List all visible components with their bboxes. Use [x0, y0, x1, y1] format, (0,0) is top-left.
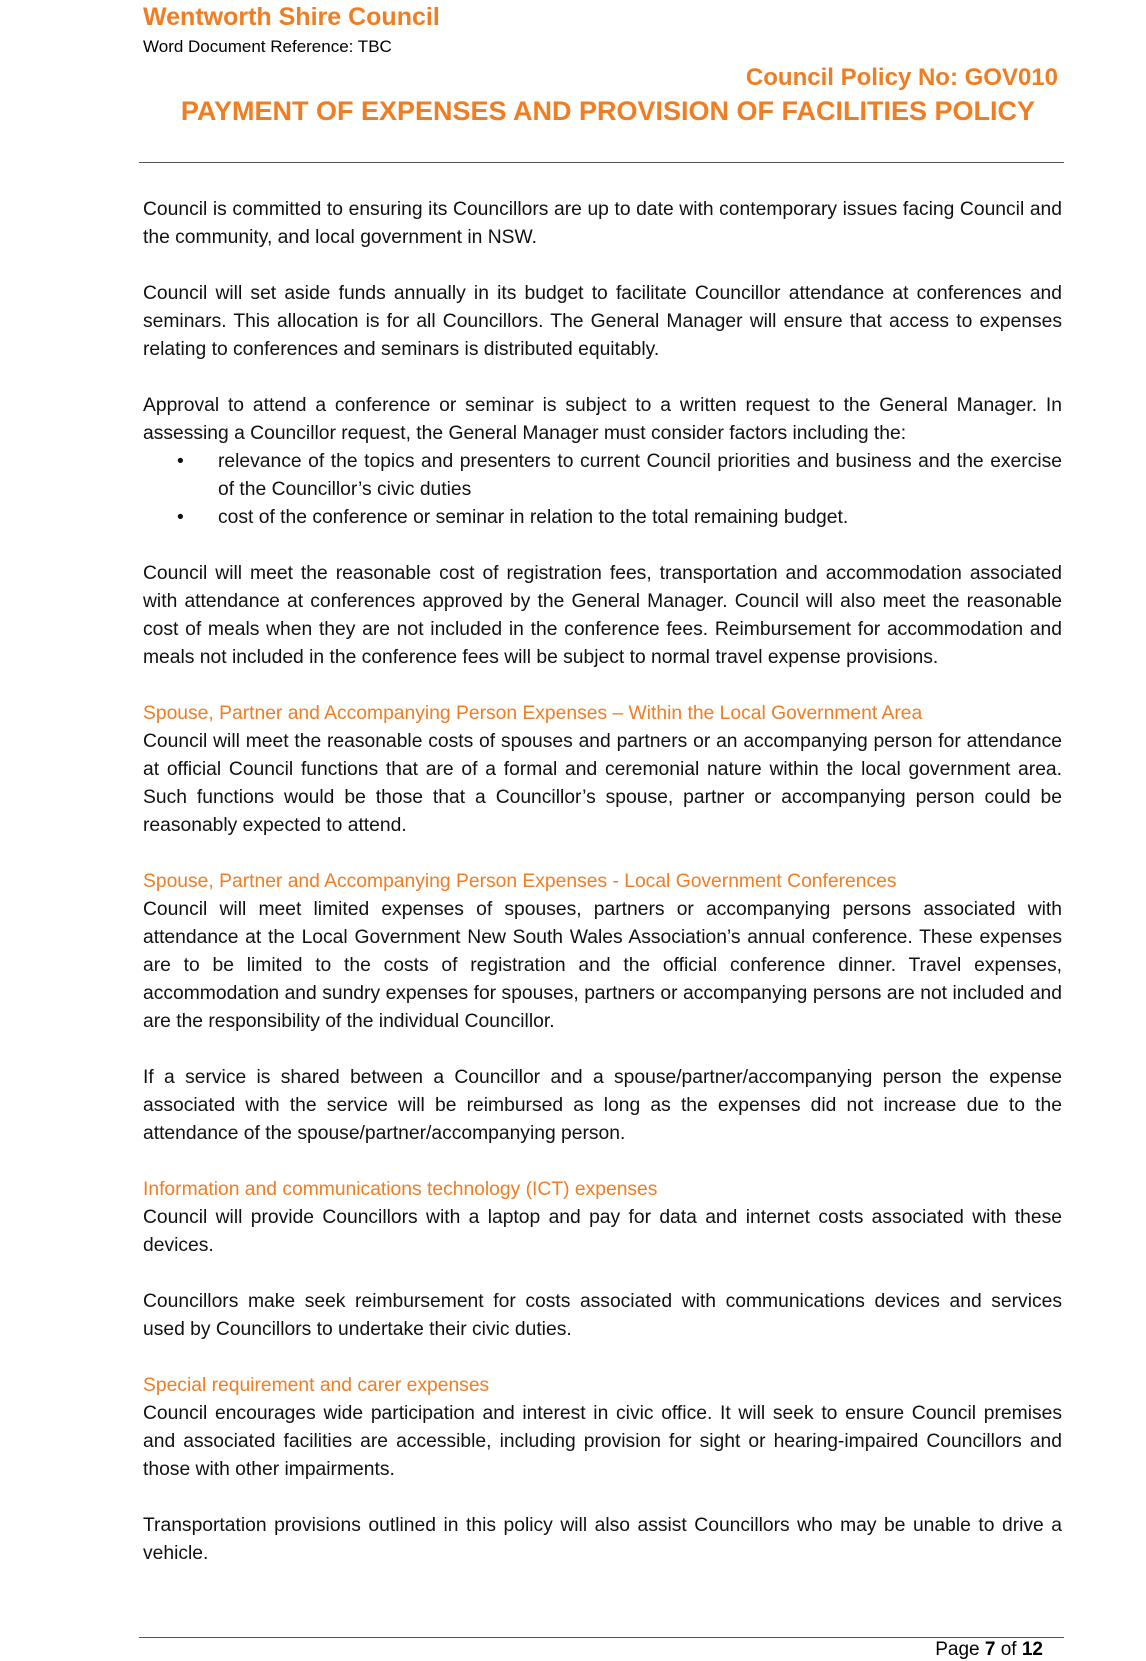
paragraph: Council will meet limited expenses of spouses, partners or accompanying persons associated with attendance at the Local Government New South Wales Association’s annual conference. These expenses are to be limited to the costs of registration and the official conference dinner. Travel expenses, accommodation and sundry expenses for spouses, partners or accompanying persons are not included and are the responsibility of the individual Councillor.	[143, 899, 1062, 1032]
paragraph: Council encourages wide participation and interest in civic office. It will seek to ensure Council premises and associated facilities are accessible, including provision for sight or hearing-impaired Councillors and those with other impairments.	[143, 1403, 1062, 1480]
header-divider	[139, 162, 1064, 163]
page-of: of	[995, 1639, 1022, 1660]
paragraph: Council is committed to ensuring its Councillors are up to date with contemporary issues facing Council and the community, and local government in NSW.	[143, 199, 1062, 248]
page-number	[935, 1639, 1043, 1661]
document-body	[143, 196, 1062, 1568]
paragraph: Approval to attend a conference or seminar is subject to a written request to the General Manager. In assessing a Councillor request, the General Manager must consider factors including the:	[143, 395, 1062, 444]
paragraph: Council will meet the reasonable costs of spouses and partners or an accompanying person for attendance at official Council functions that are of a formal and ceremonial nature within the local government area. Such functions would be those that a Councillor’s spouse, partner or accompanying person could be reasonably expected to attend.	[143, 731, 1062, 836]
list-item-text: relevance of the topics and presenters to current Council priorities and business and the exercise of the Councillor’s civic duties	[218, 451, 1062, 500]
paragraph: Council will set aside funds annually in its budget to facilitate Councillor attendance at conferences and seminars. This allocation is for all Councillors. The General Manager will ensure that access to expenses relating to conferences and seminars is distributed equitably.	[143, 283, 1062, 360]
footer-divider	[139, 1637, 1064, 1638]
list-item	[143, 448, 1062, 504]
paragraph: Councillors make seek reimbursement for costs associated with communications devices and services used by Councillors to undertake their civic duties.	[143, 1291, 1062, 1340]
list-item-text: cost of the conference or seminar in relation to the total remaining budget.	[218, 507, 849, 528]
section-heading: Special requirement and carer expenses	[143, 1375, 490, 1396]
paragraph: Transportation provisions outlined in this policy will also assist Councillors who may be unable to drive a vehicle.	[143, 1515, 1062, 1564]
section-heading: Information and communications technology (ICT) expenses	[143, 1179, 658, 1200]
section-heading: Spouse, Partner and Accompanying Person Expenses – Within the Local Government Area	[143, 703, 923, 724]
paragraph: Council will meet the reasonable cost of registration fees, transportation and accommodation associated with attendance at conferences approved by the General Manager. Council will also meet the reasonable cost of meals when they are not included in the conference fees. Reimbursement for accommodation and meals not included in the conference fees will be subject to normal travel expense provisions.	[143, 563, 1062, 668]
org-name: Wentworth Shire Council	[143, 3, 440, 31]
list-item	[143, 504, 1062, 532]
page-current: 7	[984, 1639, 996, 1660]
page-total: 12	[1021, 1639, 1043, 1660]
paragraph: Council will provide Councillors with a laptop and pay for data and internet costs associated with these devices.	[143, 1207, 1062, 1256]
policy-number: Council Policy No: GOV010	[745, 64, 1058, 91]
paragraph: If a service is shared between a Councillor and a spouse/partner/accompanying person the expense associated with the service will be reimbursed as long as the expenses did not increase due to the attendance of the spouse/partner/accompanying person.	[143, 1067, 1062, 1144]
policy-title: PAYMENT OF EXPENSES AND PROVISION OF FACILITIES POLICY	[180, 96, 1036, 126]
factor-list	[143, 448, 1062, 532]
bullet-icon: •	[177, 451, 184, 472]
bullet-icon: •	[177, 507, 184, 528]
document-reference: Word Document Reference: TBC	[143, 37, 392, 56]
section-heading: Spouse, Partner and Accompanying Person Expenses - Local Government Conferences	[143, 871, 897, 892]
page-prefix: Page	[935, 1639, 985, 1660]
